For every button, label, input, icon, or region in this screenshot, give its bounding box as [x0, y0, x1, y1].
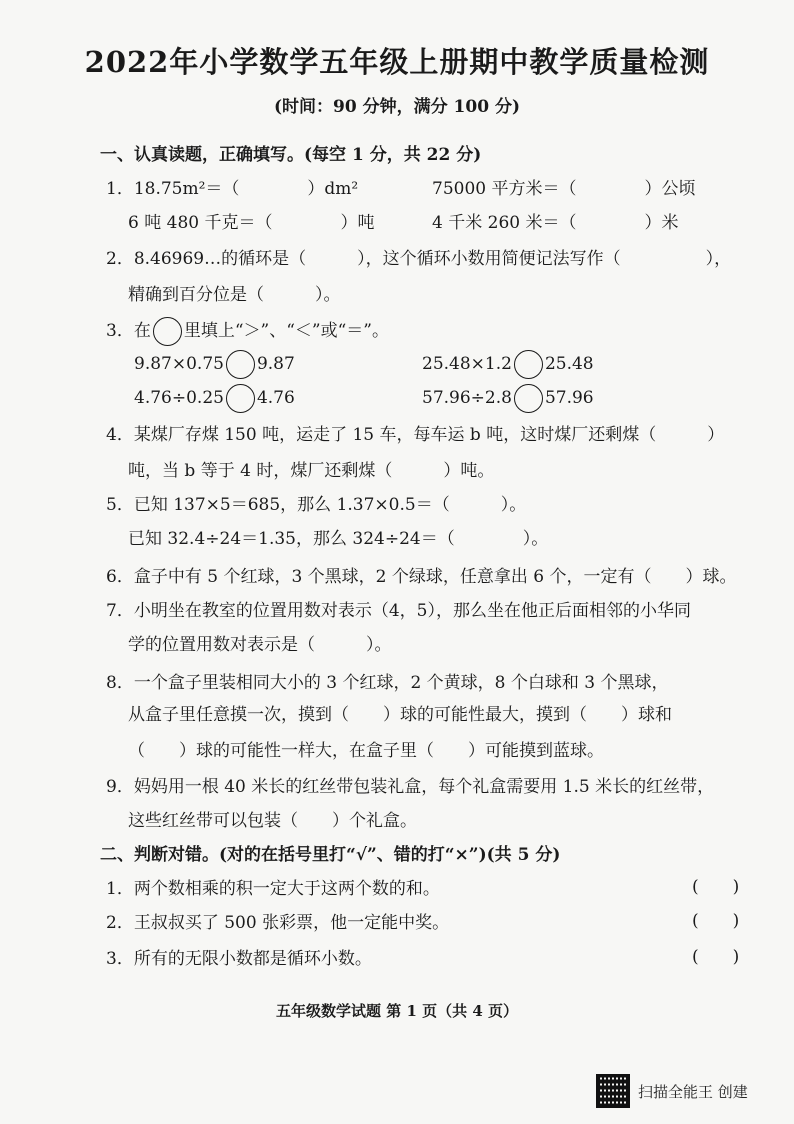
- q3-suffix: 里填上“＞”、“＜”或“＝”。: [183, 321, 389, 341]
- q9-line-2: 这些红丝带可以包装（ ）个礼盒。: [128, 811, 417, 831]
- q4-line-2: 吨，当 b 等于 4 时，煤厂还剩煤（ ）吨。: [128, 461, 495, 481]
- compare-circle-icon[interactable]: [514, 384, 543, 413]
- q3-compare-b: [422, 350, 594, 379]
- compare-circle-icon[interactable]: [226, 350, 255, 379]
- q3-compare-c: [134, 384, 295, 413]
- q2-line-2: 精确到百分位是（ ）。: [128, 285, 341, 305]
- q3-compare-d: [422, 384, 594, 413]
- q8-line-1: 8．一个盒子里装相同大小的 3 个红球，2 个黄球，8 个白球和 3 个黑球，: [106, 673, 669, 693]
- section1-heading: 一、认真读题，正确填写。(每空 1 分，共 22 分): [100, 145, 482, 165]
- q3c-left: 4.76÷0.25: [134, 388, 224, 408]
- scanner-watermark: [596, 1074, 748, 1108]
- q6: 6．盒子中有 5 个红球，3 个黑球，2 个绿球，任意拿出 6 个，一定有（ ）球。: [106, 567, 737, 587]
- q3-compare-a: [134, 350, 295, 379]
- page-title: 2022年小学数学五年级上册期中教学质量检测: [84, 45, 710, 79]
- qr-code-icon: [596, 1074, 630, 1108]
- q3d-left: 57.96÷2.8: [422, 388, 512, 408]
- q5-line-2: 已知 32.4÷24＝1.35，那么 324÷24＝（ ）。: [128, 529, 549, 549]
- compare-circle-icon[interactable]: [226, 384, 255, 413]
- section2-heading: 二、判断对错。(对的在括号里打“√”、错的打“×”)(共 5 分): [100, 845, 561, 865]
- q2-line-1: 2．8.46969…的循环是（ ），这个循环小数用简便记法写作（ ），: [106, 249, 732, 269]
- q1-part-a: 1．18.75m²＝（ ）dm²: [106, 179, 359, 199]
- q3-instruction: [106, 316, 389, 346]
- q4-line-1: 4．某煤厂存煤 150 吨，运走了 15 车，每车运 b 吨，这时煤厂还剩煤（ ）: [106, 425, 725, 445]
- scanner-watermark-text: 扫描全能王 创建: [638, 1082, 748, 1101]
- q3a-right: 9.87: [256, 354, 295, 374]
- q9-line-1: 9．妈妈用一根 40 米长的红丝带包装礼盒，每个礼盒需要用 1.5 米长的红丝带，: [106, 777, 715, 797]
- q3a-left: 9.87×0.75: [134, 354, 224, 374]
- q3b-right: 25.48: [544, 354, 594, 374]
- judge-item-2: 2．王叔叔买了 500 张彩票，他一定能中奖。: [106, 913, 450, 933]
- q3b-left: 25.48×1.2: [422, 354, 512, 374]
- q1-part-c: 6 吨 480 千克＝（ ）吨: [128, 213, 375, 233]
- judge-answer-3[interactable]: ( ): [692, 947, 740, 967]
- compare-circle-icon[interactable]: [514, 350, 543, 379]
- q1-part-b: 75000 平方米＝（ ）公顷: [432, 179, 696, 199]
- q3-prefix: 3．在: [106, 321, 151, 341]
- q8-line-3: （ ）球的可能性一样大，在盒子里（ ）可能摸到蓝球。: [128, 741, 604, 761]
- q7-line-1: 7．小明坐在教室的位置用数对表示（4，5），那么坐在他正后面相邻的小华同: [106, 601, 691, 621]
- q7-line-2: 学的位置用数对表示是（ ）。: [128, 635, 392, 655]
- q3d-right: 57.96: [544, 388, 594, 408]
- compare-circle-icon: [153, 317, 182, 346]
- judge-item-1: 1．两个数相乘的积一定大于这两个数的和。: [106, 879, 440, 899]
- q1-part-d: 4 千米 260 米＝（ ）米: [432, 213, 679, 233]
- q8-line-2: 从盒子里任意摸一次，摸到（ ）球的可能性最大，摸到（ ）球和: [128, 705, 672, 725]
- page-footer: 五年级数学试题 第 1 页（共 4 页）: [276, 1002, 518, 1020]
- judge-item-3: 3．所有的无限小数都是循环小数。: [106, 949, 372, 969]
- q5-line-1: 5．已知 137×5＝685，那么 1.37×0.5＝（ ）。: [106, 495, 527, 515]
- judge-answer-1[interactable]: ( ): [692, 877, 740, 897]
- judge-answer-2[interactable]: ( ): [692, 911, 740, 931]
- exam-time-info: (时间：90 分钟，满分 100 分): [274, 97, 520, 117]
- q3c-right: 4.76: [256, 388, 295, 408]
